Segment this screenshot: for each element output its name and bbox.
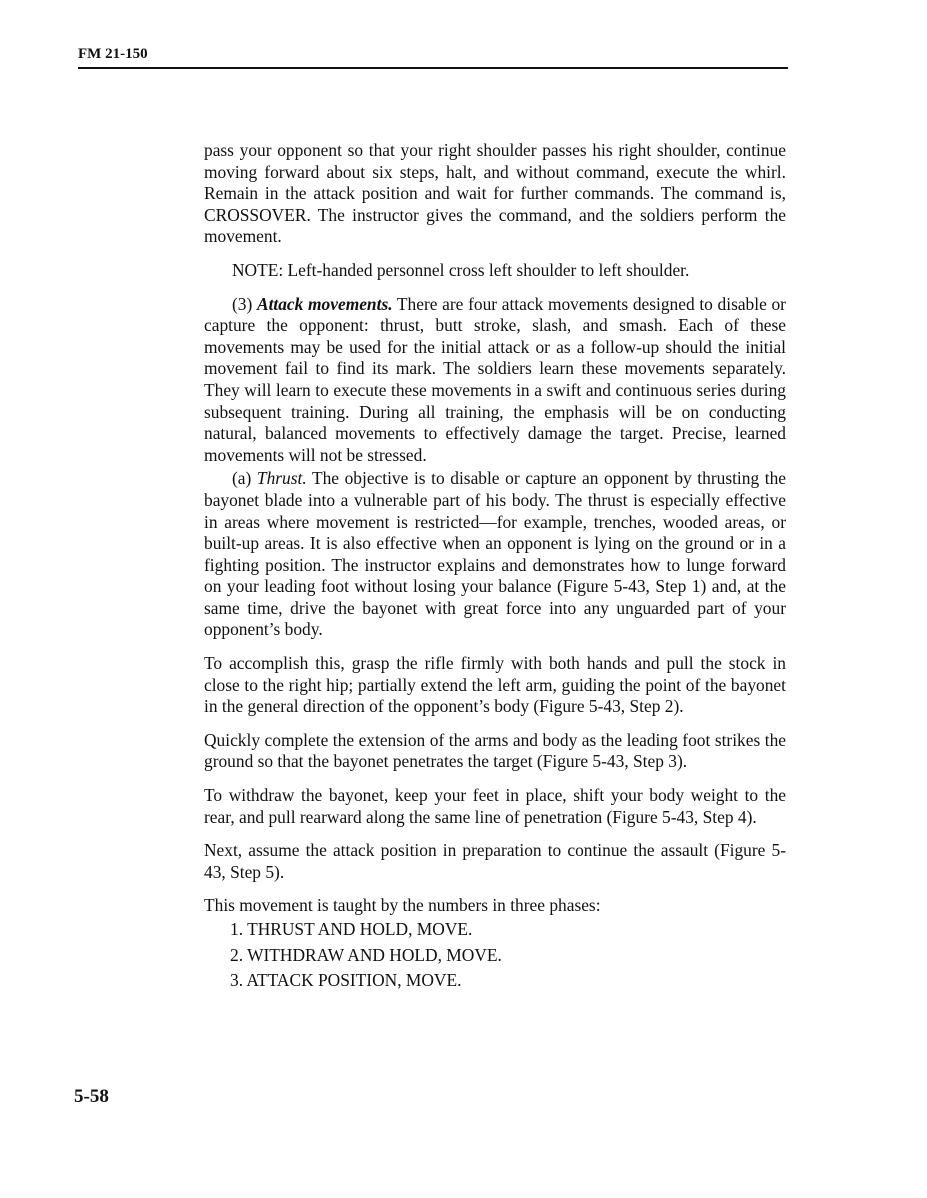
- attack-movements-text: There are four attack movements designed to disable or capture the opponent: thrust, butt stroke, slash, and smash. Each of these movements may be used for the initial attack or as a follow-up should the initial movement fail to find its mark. The soldiers learn these movements separately. They will learn to execute these movements in a swift and continuous series during subsequent training. During all training, the emphasis will be on conducting natural, balanced movements to effectively damage the target. Precise, learned movements will not be stressed.: [204, 293, 786, 465]
- header-rule: [78, 67, 788, 69]
- attack-movements-heading: Attack movements.: [256, 293, 393, 314]
- page-body: [204, 140, 786, 996]
- accomplish-paragraph: To accomplish this, grasp the rifle firmly with both hands and pull the stock in close to the right hip; partially extend the left arm, guiding the point of the bayonet in the general direction of the opponent’s body (Figure 5-43, Step 2).: [204, 653, 786, 717]
- thrust-heading: Thrust.: [256, 468, 307, 489]
- quickly-paragraph: Quickly complete the extension of the arms and body as the leading foot strikes the ground so that the bayonet penetrates the target (Figure 5-43, Step 3).: [204, 729, 786, 772]
- phase-item: 1. THRUST AND HOLD, MOVE.: [230, 919, 473, 939]
- next-paragraph: Next, assume the attack position in preparation to continue the assault (Figure 5-43, Step 5).: [204, 840, 786, 882]
- attack-movements-paragraph: [204, 294, 786, 467]
- note-paragraph: NOTE: Left-handed personnel cross left shoulder to left shoulder.: [232, 259, 690, 280]
- attack-number: (3): [232, 293, 257, 314]
- phases-list: [204, 919, 786, 992]
- crossover-paragraph: pass your opponent so that your right shoulder passes his right shoulder, continue moving forward about six steps, halt, and without command, execute the whirl. Remain in the attack position and wait for further commands. The command is, CROSSOVER. The instructor gives the command, and the soldiers perform the movement.: [204, 140, 786, 247]
- thrust-paragraph: [204, 468, 786, 641]
- phases-intro: This movement is taught by the numbers in three phases:: [204, 895, 601, 916]
- document-id-header: FM 21-150: [78, 46, 148, 62]
- thrust-text: The objective is to disable or capture an opponent by thrusting the bayonet blade into a vulnerable part of his body. The thrust is especially effective in areas where movement is restricted—for example, trenches, wooded areas, or built-up areas. It is also effective when an opponent is lying on the ground or in a fighting position. The instructor explains and demonstrates how to lunge forward on your leading foot without losing your balance (Figure 5-43, Step 1) and, at the same time, drive the bayonet with great force into any unguarded part of your opponent’s body.: [204, 468, 786, 640]
- withdraw-paragraph: To withdraw the bayonet, keep your feet in place, shift your body weight to the rear, and pull rearward along the same line of penetration (Figure 5-43, Step 4).: [204, 785, 786, 827]
- page-number: 5-58: [74, 1086, 109, 1107]
- thrust-number: (a): [232, 468, 257, 489]
- phase-item: 3. ATTACK POSITION, MOVE.: [230, 970, 462, 991]
- phase-item: 2. WITHDRAW AND HOLD, MOVE.: [230, 944, 502, 965]
